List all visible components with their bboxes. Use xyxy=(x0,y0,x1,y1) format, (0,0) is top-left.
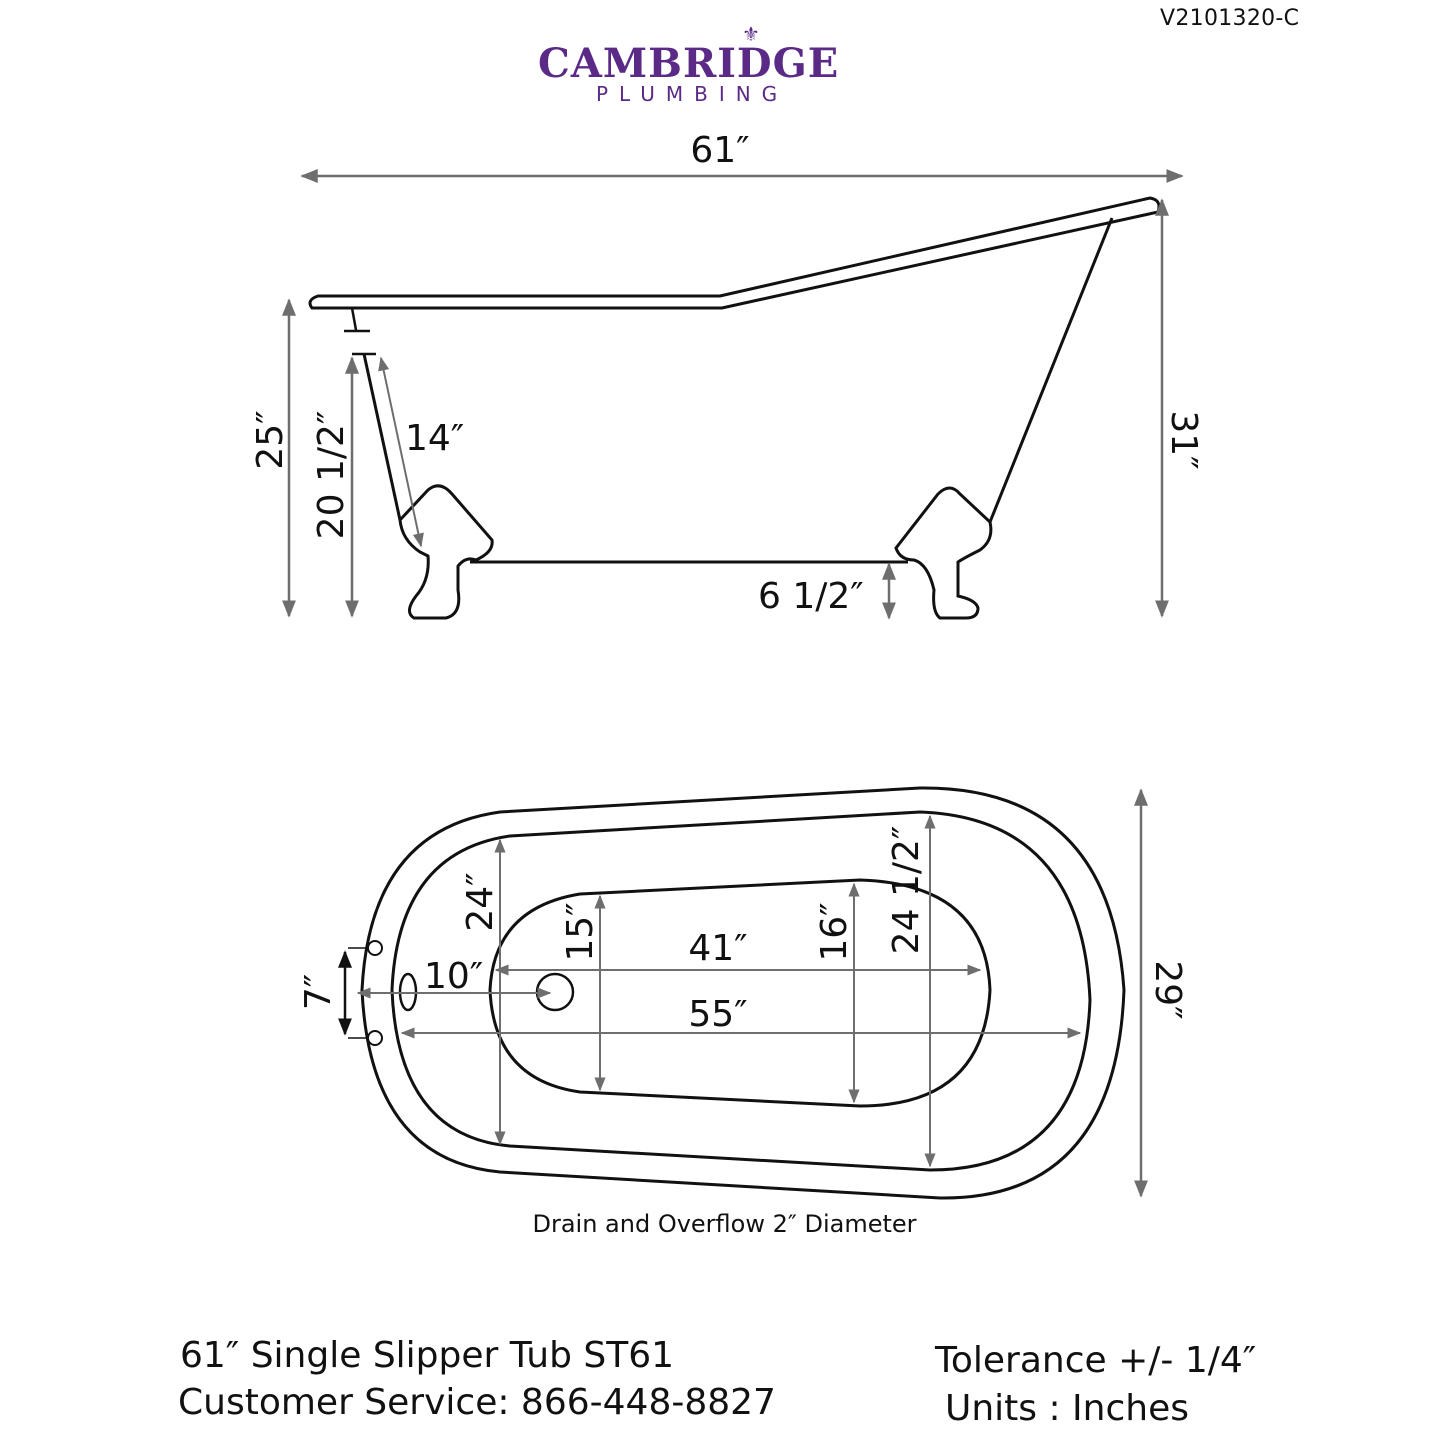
tub-wall-right xyxy=(990,218,1112,522)
tolerance: Tolerance +/- 1/4″ xyxy=(935,1340,1257,1381)
dim-inner-width-head: 24 1/2″ xyxy=(886,825,927,955)
dim-overflow-height: 20 1/2″ xyxy=(311,410,352,540)
model-code: V2101320-C xyxy=(1160,6,1300,31)
top-view xyxy=(298,788,1188,1198)
faucet-hole-top-icon xyxy=(368,941,382,955)
overflow-fitting xyxy=(344,308,370,331)
fleur-de-lis-icon: ⚜ xyxy=(742,22,760,46)
dim-drain-to-end: 10″ xyxy=(424,956,484,997)
dim-faucet-spacing: 7″ xyxy=(298,973,339,1011)
claw-foot-right xyxy=(896,488,991,618)
dim-inner-length: 55″ xyxy=(688,994,748,1035)
tub-rim xyxy=(310,198,1159,308)
claw-foot-left xyxy=(400,486,492,618)
dim-overall-length: 61″ xyxy=(690,130,750,171)
dim-rim-height-high: 31″ xyxy=(1163,410,1204,470)
faucet-hole-bottom-icon xyxy=(368,1031,382,1045)
dim-slanted-wall: 14″ xyxy=(405,418,465,459)
logo-brand: CAMBRIDGE xyxy=(538,40,840,87)
dim-overall-width: 29″ xyxy=(1147,960,1188,1020)
dim-bottom-width-head: 16″ xyxy=(814,902,855,962)
tub-inner-rim xyxy=(392,812,1090,1170)
logo-sub: PLUMBING xyxy=(596,82,789,106)
dim-bottom-width-foot: 15″ xyxy=(560,902,601,962)
customer-service: Customer Service: 866-448-8827 xyxy=(178,1382,776,1423)
tub-wall-left xyxy=(364,354,400,520)
units: Units : Inches xyxy=(945,1388,1190,1429)
dim-rim-height-low: 25″ xyxy=(250,410,291,470)
dim-floor-clearance: 6 1/2″ xyxy=(758,576,864,617)
dim-inner-width-foot: 24″ xyxy=(460,872,501,932)
dim-bottom-length: 41″ xyxy=(688,928,748,969)
drain-note: Drain and Overflow 2″ Diameter xyxy=(532,1210,917,1238)
product-title: 61″ Single Slipper Tub ST61 xyxy=(180,1335,675,1376)
side-view xyxy=(250,130,1204,618)
